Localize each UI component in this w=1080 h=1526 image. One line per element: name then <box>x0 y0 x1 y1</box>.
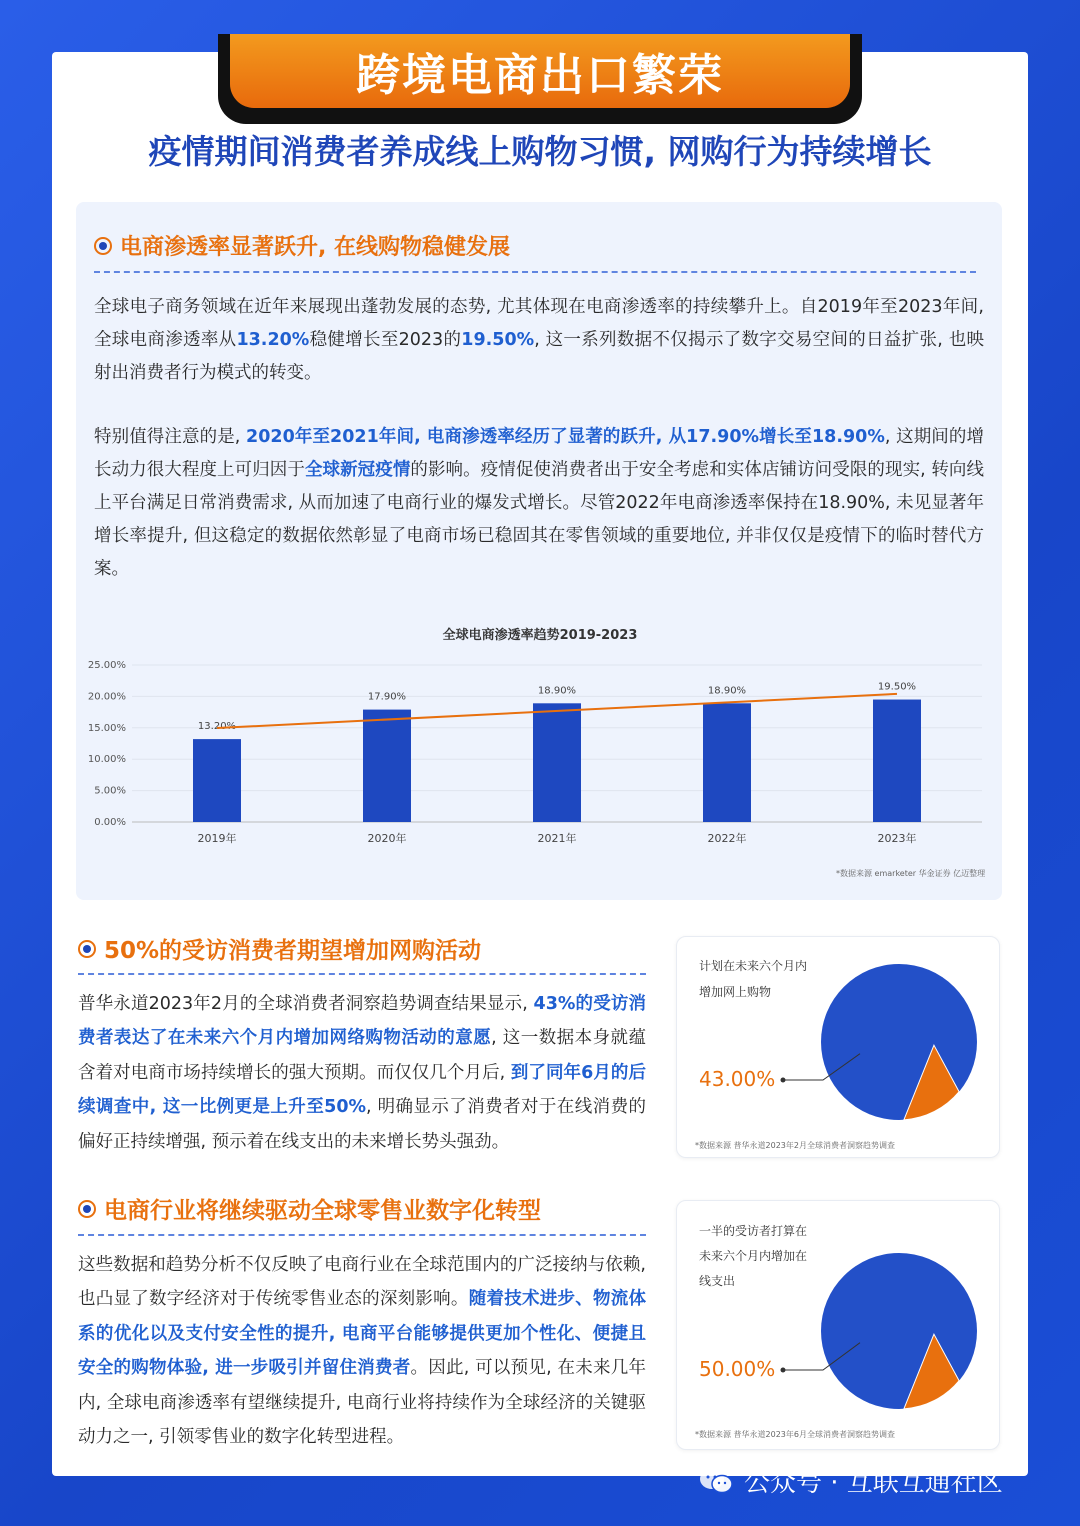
pie-card-jun <box>676 1200 1000 1450</box>
pie2-chart <box>677 1201 1001 1451</box>
section2-divider <box>78 973 646 975</box>
page-subtitle: 疫情期间消费者养成线上购物习惯, 网购行为持续增长 <box>148 132 932 171</box>
section1-heading <box>94 230 510 261</box>
section1-p1-segment: 稳健增长至2023的 <box>309 330 462 350</box>
section3-segment: 这些数据和趋势分析不仅反映了电商行业在全球范围内的广泛接纳与依赖, 也凸显了数字经济对于传统零售业态的深刻影响。 <box>78 1255 646 1310</box>
section2-segment: , 明确显示了消费者对于在线消费的偏好正持续增强, 预示着在线支出的未来增长势头强劲。 <box>78 1097 646 1152</box>
section2-paragraph <box>78 987 646 1159</box>
y-tick-label: 5.00% <box>94 785 126 797</box>
section1-divider <box>94 271 976 273</box>
pie2-value: 50.00% <box>699 1357 776 1381</box>
footer-watermark <box>698 1462 1003 1499</box>
x-tick-label: 2023年 <box>877 832 917 845</box>
data-label: 18.90% <box>707 685 747 697</box>
y-tick-label: 0.00% <box>94 817 126 828</box>
section1-paragraph-1 <box>94 291 984 390</box>
pie-leader-dot <box>781 1368 786 1373</box>
section3-segment: 。因此, 可以预见, 在未来几年内, 全球电商渗透率有望继续提升, 电商行业将持续作为全球经济的关键驱动力之一, 引领零售业的数字化转型进程。 <box>78 1358 646 1448</box>
section2-segment: 普华永道2023年2月的全球消费者洞察趋势调查结果显示, <box>78 994 534 1014</box>
data-label: 13.20% <box>197 721 237 733</box>
section1-p2-segment: , 这期间的增长动力很大程度上可归因于 <box>94 427 984 480</box>
bar <box>703 703 751 822</box>
pie1-value: 43.00% <box>699 1067 776 1091</box>
x-tick-label: 2020年 <box>367 832 407 845</box>
section2-segment: 43%的受访消费者表达了在未来六个月内增加网络购物活动的意愿 <box>78 994 646 1049</box>
bar <box>363 710 411 822</box>
section3-paragraph <box>78 1248 646 1454</box>
wechat-icon <box>698 1467 734 1495</box>
section3-divider <box>78 1234 646 1236</box>
x-tick-label: 2022年 <box>707 832 747 845</box>
pie2-label: 一半的受访者打算在 未来六个月内增加在 线支出 <box>699 1224 808 1288</box>
bar <box>533 703 581 822</box>
section2-segment: 到了同年6月的后续调查中, 这一比例更是上升至50% <box>78 1062 646 1118</box>
pie-leader-dot <box>781 1078 786 1083</box>
banner-title: 跨境电商出口繁荣 <box>356 50 724 101</box>
bullet-icon <box>78 1200 96 1218</box>
x-tick-label: 2021年 <box>537 832 577 845</box>
section3-segment: 随着技术进步、物流体系的优化以及支付安全性的提升, 电商平台能够提供更加个性化、便捷且安全的购物体验, 进一步吸引并留住消费者 <box>78 1289 647 1379</box>
y-tick-label: 15.00% <box>87 722 126 734</box>
y-tick-label: 20.00% <box>87 691 126 703</box>
pie2-source: *数据来源 普华永道2023年6月全球消费者洞察趋势调查 <box>695 1430 895 1439</box>
data-label: 18.90% <box>537 685 577 697</box>
pie1-source: *数据来源 普华永道2023年2月全球消费者洞察趋势调查 <box>695 1141 895 1150</box>
x-tick-label: 2019年 <box>197 832 237 845</box>
section3-heading-text: 电商行业将继续驱动全球零售业数字化转型 <box>104 1198 541 1224</box>
pie1-label: 计划在未来六个月内 增加网上购物 <box>699 959 808 999</box>
y-tick-label: 10.00% <box>87 754 126 766</box>
penetration-bar-chart <box>76 650 1002 860</box>
y-tick-label: 25.00% <box>87 660 126 671</box>
footer-text: 公众号 · 互联互通社区 <box>744 1468 1003 1498</box>
section1-p2-segment: 特别值得注意的是, <box>94 427 247 447</box>
pie1-chart <box>677 937 1001 1159</box>
section1-heading-text: 电商渗透率显著跃升, 在线购物稳健发展 <box>120 235 511 260</box>
section1-p2-segment: 全球新冠疫情 <box>304 460 411 480</box>
section1-paragraph-2 <box>94 421 984 586</box>
section2-heading <box>78 932 481 965</box>
section2-segment: , 这一数据本身就蕴含着对电商市场持续增长的强大预期。而仅仅几个月后, <box>78 1028 647 1083</box>
bar <box>873 700 921 822</box>
section1-p2-segment: 2020年至2021年间, 电商渗透率经历了显著的跃升, 从17.90%增长至18.90% <box>246 427 885 447</box>
section1-p1-segment: 13.20% <box>236 330 310 350</box>
section1-p1-segment: 19.50% <box>461 330 535 350</box>
section1-p1-segment: , 这一系列数据不仅揭示了数字交易空间的日益扩张, 也映射出消费者行为模式的转变。 <box>94 330 985 383</box>
bar <box>193 739 241 822</box>
title-banner <box>230 34 850 108</box>
chart-title: 全球电商渗透率趋势2019-2023 <box>442 628 638 643</box>
bullet-icon <box>78 940 96 958</box>
data-label: 17.90% <box>367 691 407 703</box>
section3-heading <box>78 1192 541 1225</box>
chart-source: *数据来源 emarketer 华金证券 亿迈整理 <box>836 869 986 878</box>
data-label: 19.50% <box>877 681 917 693</box>
section1-p1-segment: 全球电子商务领域在近年来展现出蓬勃发展的态势, 尤其体现在电商渗透率的持续攀升上。自2019年至2023年间, 全球电商渗透率从 <box>94 297 984 350</box>
section2-heading-text: 50%的受访消费者期望增加网购活动 <box>104 938 482 964</box>
bullet-icon <box>94 237 112 255</box>
pie-card-feb <box>676 936 1000 1158</box>
section1-p2-segment: 的影响。疫情促使消费者出于安全考虑和实体店铺访问受限的现实, 转向线上平台满足日常消费需求, 从而加速了电商行业的爆发式增长。尽管2022年电商渗透率保持在18.90%, 未见显著年增长率提升, 但这稳定的数据依然彰显了电商市场已稳固其在零售领域的重要地位, 并非仅仅是疫情下的临时替代方案。 <box>94 460 985 579</box>
